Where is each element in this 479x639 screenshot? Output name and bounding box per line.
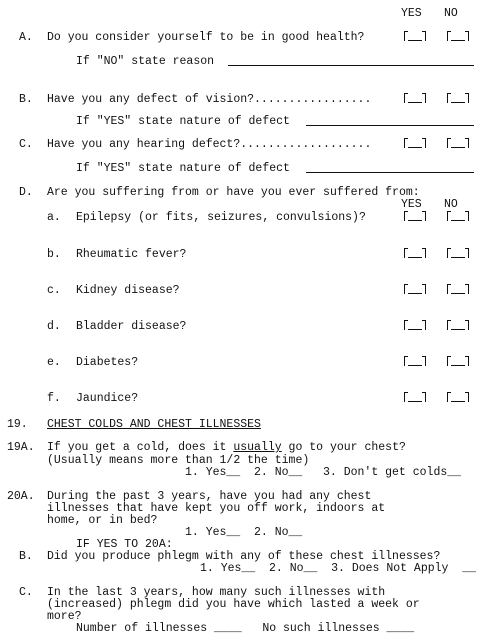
question-20a-line2: illnesses that have kept you off work, indoors at [47,502,386,515]
question-19a-options[interactable]: 1. Yes__ 2. No__ 3. Don't get colds__ [185,466,462,479]
item-c-yes-checkbox[interactable] [404,284,426,294]
question-20a-options[interactable]: 1. Yes__ 2. No__ [185,526,303,539]
question-19a-number: 19A. [7,441,35,454]
item-b-letter: b. [47,248,61,261]
question-b-no-checkbox[interactable] [447,93,469,103]
question-19a-note: (Usually means more than 1/2 the time) [47,454,310,467]
question-c-no-checkbox[interactable] [447,138,469,148]
question-20c-line3: more? [47,610,82,623]
question-20b-text: Did you produce phlegm with any of these chest illnesses? [47,550,441,563]
question-20a-number: 20A. [7,490,35,503]
item-e-yes-checkbox[interactable] [404,356,426,366]
question-19a-text: If you get a cold, does it usually go to your chest? [47,441,406,454]
yes-column-header: YES [401,7,422,20]
section-19-title: CHEST COLDS AND CHEST ILLNESSES [47,418,261,431]
question-20c-letter: C. [19,586,33,599]
item-c-no-checkbox[interactable] [447,284,469,294]
question-a-letter: A. [19,31,33,44]
item-a-yes-checkbox[interactable] [404,211,426,221]
question-c-letter: C. [19,138,33,151]
item-d-yes-checkbox[interactable] [404,320,426,330]
question-b-nature-line[interactable] [306,125,474,126]
item-a-letter: a. [47,211,61,224]
item-b-label: Rheumatic fever? [76,248,187,261]
item-f-label: Jaundice? [76,392,139,405]
question-20a-line3: home, or in bed? [47,514,158,527]
item-a-no-checkbox[interactable] [447,211,469,221]
item-f-yes-checkbox[interactable] [404,392,426,402]
usually-emphasis: usually [233,441,282,454]
question-c-text: Have you any hearing defect?................... [47,138,372,151]
question-20a-line1: During the past 3 years, have you had any chest [47,490,372,503]
item-e-no-checkbox[interactable] [447,356,469,366]
item-c-label: Kidney disease? [76,284,180,297]
item-d-letter: d. [47,320,61,333]
item-d-label: Bladder disease? [76,320,187,333]
question-a-no-checkbox[interactable] [447,31,469,41]
item-c-letter: c. [47,284,61,297]
question-20b-letter: B. [19,550,33,563]
question-b-nature-label: If "YES" state nature of defect [76,115,290,128]
question-20b-options[interactable]: 1. Yes__ 2. No__ 3. Does Not Apply __ [200,562,477,575]
question-20b-condition: IF YES TO 20A: [76,538,173,551]
question-c-yes-checkbox[interactable] [404,138,426,148]
item-e-label: Diabetes? [76,356,139,369]
question-b-yes-checkbox[interactable] [404,93,426,103]
question-20c-line1: In the last 3 years, how many such illnesses with [47,586,386,599]
question-c-nature-label: If "YES" state nature of defect [76,162,290,175]
question-d-no-header: NO [444,198,458,211]
question-a-yes-checkbox[interactable] [404,31,426,41]
item-d-no-checkbox[interactable] [447,320,469,330]
question-d-letter: D. [19,186,33,199]
question-a-reason-line[interactable] [228,65,474,66]
item-f-letter: f. [47,392,61,405]
question-d-yes-header: YES [401,198,422,211]
no-column-header: NO [444,7,458,20]
question-b-text: Have you any defect of vision?................. [47,93,372,106]
question-20c-line2: (increased) phlegm did you have which lasted a week or [47,598,420,611]
question-b-letter: B. [19,93,33,106]
item-b-no-checkbox[interactable] [447,248,469,258]
question-a-reason-label: If "NO" state reason [76,55,215,68]
item-b-yes-checkbox[interactable] [404,248,426,258]
section-19-number: 19. [7,418,28,431]
item-e-letter: e. [47,356,61,369]
question-a-text: Do you consider yourself to be in good health? [47,31,365,44]
item-f-no-checkbox[interactable] [447,392,469,402]
question-d-text: Are you suffering from or have you ever suffered from: [47,186,420,199]
question-c-nature-line[interactable] [306,172,474,173]
item-a-label: Epilepsy (or fits, seizures, convulsions)? [76,211,366,224]
question-20c-count[interactable]: Number of illnesses ____ No such illnesses ____ [76,622,415,635]
